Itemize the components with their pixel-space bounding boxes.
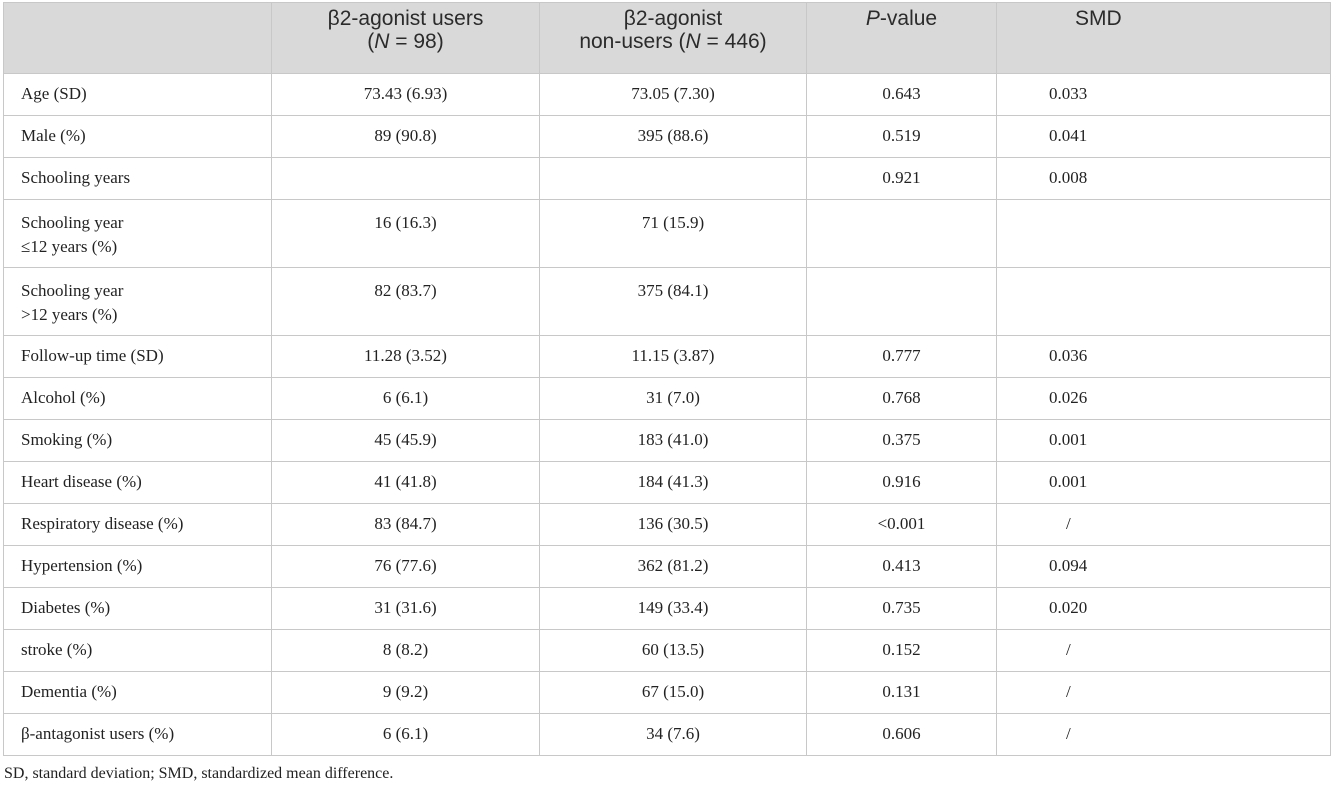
cell-users — [272, 158, 540, 200]
cell-users: 73.43 (6.93) — [272, 74, 540, 116]
table-row — [4, 74, 1331, 116]
cell-nonusers: 362 (81.2) — [540, 546, 807, 588]
header-nonusers-n-symbol: N — [685, 30, 701, 53]
header-variable — [4, 3, 272, 74]
row-label: Alcohol (%) — [4, 378, 272, 420]
header-nonusers-line1: β2-agonist — [623, 7, 723, 30]
table-row — [4, 588, 1331, 630]
cell-p-value: 0.152 — [807, 630, 997, 672]
cell-nonusers: 375 (84.1) — [540, 268, 807, 336]
cell-nonusers — [540, 158, 807, 200]
cell-nonusers: 73.05 (7.30) — [540, 74, 807, 116]
header-users-open: ( — [367, 30, 375, 53]
table-row — [4, 714, 1331, 756]
row-label: Dementia (%) — [4, 672, 272, 714]
cell-users: 89 (90.8) — [272, 116, 540, 158]
cell-nonusers: 395 (88.6) — [540, 116, 807, 158]
cell-p-value: 0.643 — [807, 74, 997, 116]
table-row — [4, 420, 1331, 462]
cell-smd: / — [997, 714, 1331, 756]
header-p-symbol: P — [865, 7, 880, 30]
cell-nonusers: 11.15 (3.87) — [540, 336, 807, 378]
cell-p-value: 0.519 — [807, 116, 997, 158]
row-label-line2: >12 years (%) — [21, 305, 118, 324]
row-label — [4, 200, 272, 268]
row-label: Male (%) — [4, 116, 272, 158]
cell-nonusers: 71 (15.9) — [540, 200, 807, 268]
cell-nonusers: 60 (13.5) — [540, 630, 807, 672]
table-row — [4, 462, 1331, 504]
cell-p-value: 0.413 — [807, 546, 997, 588]
row-label: β-antagonist users (%) — [4, 714, 272, 756]
cell-nonusers: 183 (41.0) — [540, 420, 807, 462]
cell-smd: 0.026 — [997, 378, 1331, 420]
cell-smd: 0.001 — [997, 462, 1331, 504]
cell-users: 41 (41.8) — [272, 462, 540, 504]
row-label: Follow-up time (SD) — [4, 336, 272, 378]
cell-smd: / — [997, 630, 1331, 672]
table-row — [4, 504, 1331, 546]
header-users-n-value: = 98) — [389, 30, 444, 53]
row-label: Schooling years — [4, 158, 272, 200]
cell-users: 16 (16.3) — [272, 200, 540, 268]
cell-smd: 0.094 — [997, 546, 1331, 588]
table-row — [4, 200, 1331, 268]
row-label: Smoking (%) — [4, 420, 272, 462]
row-label: Diabetes (%) — [4, 588, 272, 630]
table-row — [4, 116, 1331, 158]
header-users-line1: β2-agonist users — [327, 7, 484, 30]
table-header-row — [4, 3, 1331, 74]
cell-p-value: 0.916 — [807, 462, 997, 504]
cell-users: 45 (45.9) — [272, 420, 540, 462]
cell-users: 9 (9.2) — [272, 672, 540, 714]
cell-users: 8 (8.2) — [272, 630, 540, 672]
cell-p-value — [807, 268, 997, 336]
row-label: Respiratory disease (%) — [4, 504, 272, 546]
baseline-characteristics-table — [3, 2, 1331, 756]
table-row — [4, 378, 1331, 420]
header-p-rest: -value — [879, 7, 938, 30]
table-row — [4, 630, 1331, 672]
cell-p-value: <0.001 — [807, 504, 997, 546]
cell-nonusers: 67 (15.0) — [540, 672, 807, 714]
cell-p-value: 0.921 — [807, 158, 997, 200]
row-label-line1: Schooling year — [21, 213, 124, 232]
cell-p-value: 0.768 — [807, 378, 997, 420]
table-footnote: SD, standard deviation; SMD, standardized mean difference. — [4, 765, 394, 782]
header-nonusers-n-value: = 446) — [700, 30, 767, 53]
cell-p-value: 0.131 — [807, 672, 997, 714]
row-label: Hypertension (%) — [4, 546, 272, 588]
cell-nonusers: 34 (7.6) — [540, 714, 807, 756]
row-label-line2: ≤12 years (%) — [21, 237, 118, 256]
table-row — [4, 336, 1331, 378]
cell-users: 31 (31.6) — [272, 588, 540, 630]
header-users — [272, 3, 540, 74]
header-users-n-symbol: N — [374, 30, 390, 53]
cell-users: 11.28 (3.52) — [272, 336, 540, 378]
row-label-line1: Schooling year — [21, 281, 124, 300]
table-row — [4, 546, 1331, 588]
row-label — [4, 268, 272, 336]
cell-smd: 0.008 — [997, 158, 1331, 200]
cell-nonusers: 184 (41.3) — [540, 462, 807, 504]
cell-smd: / — [997, 504, 1331, 546]
row-label: Heart disease (%) — [4, 462, 272, 504]
cell-smd: 0.033 — [997, 74, 1331, 116]
row-label: stroke (%) — [4, 630, 272, 672]
cell-p-value — [807, 200, 997, 268]
cell-smd: / — [997, 672, 1331, 714]
row-label: Age (SD) — [4, 74, 272, 116]
cell-users: 82 (83.7) — [272, 268, 540, 336]
cell-users: 76 (77.6) — [272, 546, 540, 588]
cell-nonusers: 136 (30.5) — [540, 504, 807, 546]
cell-smd: 0.036 — [997, 336, 1331, 378]
header-smd: SMD — [997, 3, 1331, 74]
table-row — [4, 672, 1331, 714]
header-nonusers-prefix: non-users ( — [579, 30, 686, 53]
header-p-value — [807, 3, 997, 74]
cell-users: 6 (6.1) — [272, 378, 540, 420]
cell-p-value: 0.375 — [807, 420, 997, 462]
cell-smd: 0.001 — [997, 420, 1331, 462]
cell-nonusers: 149 (33.4) — [540, 588, 807, 630]
cell-p-value: 0.777 — [807, 336, 997, 378]
table-row — [4, 268, 1331, 336]
header-nonusers — [540, 3, 807, 74]
table-row — [4, 158, 1331, 200]
cell-smd: 0.020 — [997, 588, 1331, 630]
cell-users: 6 (6.1) — [272, 714, 540, 756]
cell-users: 83 (84.7) — [272, 504, 540, 546]
cell-smd — [997, 200, 1331, 268]
cell-p-value: 0.606 — [807, 714, 997, 756]
cell-p-value: 0.735 — [807, 588, 997, 630]
cell-smd: 0.041 — [997, 116, 1331, 158]
cell-smd — [997, 268, 1331, 336]
table-container — [3, 2, 1330, 783]
cell-nonusers: 31 (7.0) — [540, 378, 807, 420]
